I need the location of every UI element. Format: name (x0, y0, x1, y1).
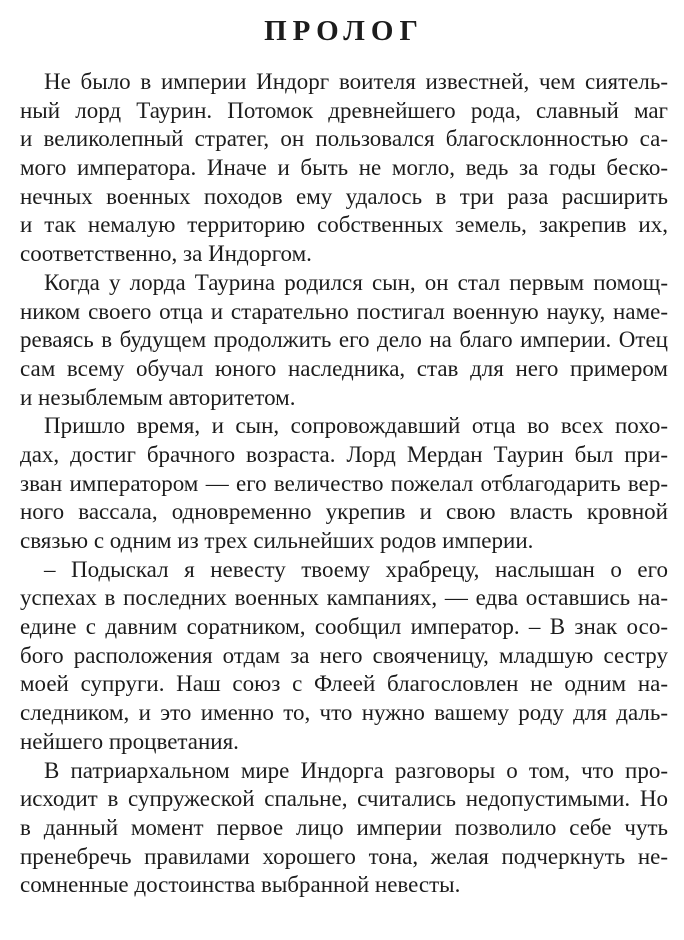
text-line: дах, достиг брачного возраста. Лорд Мердан Таурин был при- (20, 441, 668, 467)
text-line: следником, и это именно то, что нужно вашему роду для даль- (20, 700, 668, 726)
text-line: Пришло время, и сын, сопровождавший отца во всех похо- (44, 413, 668, 439)
text-line: нечных военных походов ему удалось в три раза расширить (20, 183, 668, 209)
text-line: ником своего отца и старательно постигал военную науку, наме- (20, 298, 668, 324)
paragraph-1 (20, 68, 668, 269)
chapter-body (20, 68, 668, 900)
paragraph-4 (20, 556, 668, 757)
text-line: Когда у лорда Таурина родился сын, он стал первым помощ- (44, 269, 668, 295)
paragraph-2 (20, 269, 668, 412)
paragraph-3 (20, 412, 668, 555)
paragraph-5 (20, 757, 668, 900)
text-line: ный лорд Таурин. Потомок древнейшего рода, славный маг (20, 97, 668, 123)
text-line: исходит в супружеской спальне, считались недопустимыми. Но (20, 786, 668, 812)
text-line: реваясь в будущем продолжить его дело на благо империи. Отец (20, 327, 668, 353)
text-line: и великолепный стратег, он пользовался благосклонностью са- (20, 126, 668, 152)
text-line: В патриархальном мире Индорга разговоры о том, что про- (44, 757, 668, 783)
text-line: пренебречь правилами хорошего тона, желая подчеркнуть не- (20, 843, 668, 869)
chapter-title: ПРОЛОГ (264, 15, 424, 47)
text-line: сомненные достоинства выбранной невесты. (20, 872, 461, 898)
text-line: нейшего процветания. (20, 728, 239, 754)
text-line: в данный момент первое лицо империи позволило себе чуть (20, 814, 668, 840)
text-line: сам всему обучал юного наследника, став для него примером (20, 355, 668, 381)
text-line: бого расположения отдам за него свояченицу, младшую сестру (20, 642, 668, 668)
text-line: и так немалую территорию собственных земель, закрепив их, (20, 212, 668, 238)
text-line: моей супруги. Наш союз с Флеей благословлен не одним на- (20, 671, 668, 697)
text-line: Не было в империи Индорг воителя известней, чем сиятель- (44, 69, 668, 94)
text-line: мого императора. Иначе и быть не могло, ведь за годы беско- (20, 155, 668, 181)
text-line: и незыблемым авторитетом. (20, 384, 296, 410)
text-line: зван императором — его величество пожелал отблагодарить вер- (20, 470, 668, 496)
text-line: связью с одним из трех сильнейших родов империи. (20, 528, 534, 553)
text-line: успехах в последних военных кампаниях, — едва оставшись на- (20, 585, 668, 611)
book-page (20, 0, 668, 940)
text-line: ного вассала, одновременно укрепив и свою власть кровной (20, 499, 668, 525)
text-line: соответственно, за Индоргом. (20, 241, 312, 267)
text-line: – Подыскал я невесту твоему храбрецу, наслышан о его (44, 556, 668, 582)
text-line: едине с давним соратником, сообщил император. – В знак осо- (20, 614, 668, 640)
